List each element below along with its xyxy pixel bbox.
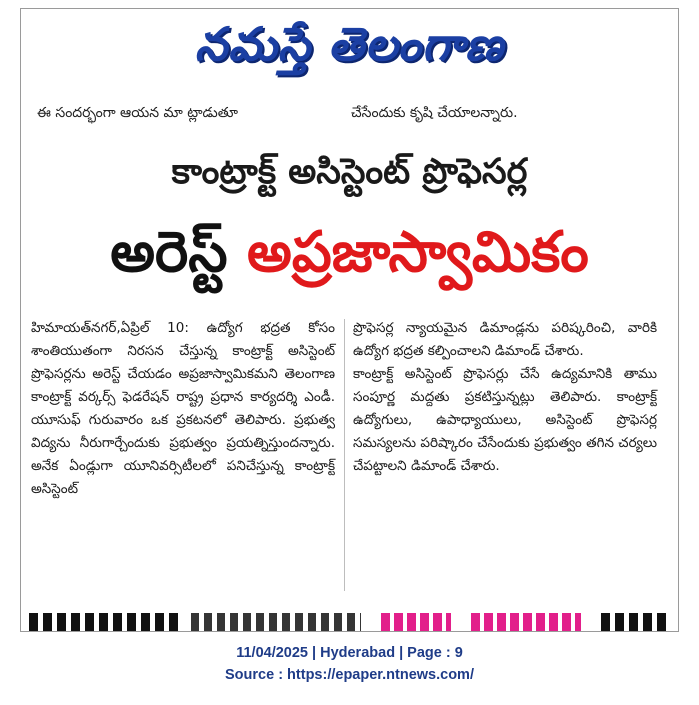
article-headline [21, 217, 678, 289]
previous-article-right-text: చేసేందుకు కృషి చేయాలన్నారు. [351, 105, 518, 121]
article-body [31, 317, 669, 607]
article-paragraph: ప్రొఫెసర్ల న్యాయమైన డిమాండ్లను పరిష్కరించి, వారికి ఉద్యోగ భద్రత కల్పించాలని డిమాండ్ చేశారు. [353, 320, 657, 359]
caption-source: Source : https://epaper.ntnews.com/ [225, 667, 474, 683]
column-divider [344, 319, 345, 591]
article-column-left [31, 317, 335, 501]
newspaper-masthead: నమస్తే తెలంగాణ [194, 17, 505, 71]
article-paragraph: హిమాయత్‌నగర్,ఏప్రిల్ 10: ఉద్యోగ భద్రత కోసం శాంతియుతంగా నిరసన చేస్తున్న కాంట్రాక్ట్ అసిస్టెంట్ ప్రొఫెసర్లను అరెస్ట్ చేయడం అప్రజాస్వామికమని తెలంగాణ కాంట్రాక్ట్ వర్కర్స్ ఫెడరేషన్ రాష్ట్ర ప్రధాన కార్యదర్శి ఎండీ. యూసుఫ్ గురువారం ఒక ప్రకటనలో తెలిపారు. ప్రభుత్వ విద్యను నీరుగార్చేందుకు ప్రభుత్వం ప్రయత్నిస్తుందన్నారు. అనేక ఏండ్లుగా యూనివర్సిటీలలో పనిచేస్తున్న కాంట్రాక్ట్ అసిస్టెంట్ [31, 320, 335, 497]
article-column-right [353, 317, 657, 478]
previous-article-left-text: ఈ సందర్భంగా ఆయన మా ట్లాడుతూ [37, 105, 239, 121]
clipping-caption [0, 642, 699, 686]
article-kicker: కాంట్రాక్ట్ అసిస్టెంట్ ప్రొఫెసర్ల [171, 152, 528, 192]
headline-black-part: అరెస్ట్ [110, 220, 228, 285]
next-article-cut-off-headline [21, 613, 678, 632]
headline-red-part: అప్రజాస్వామికం [247, 220, 589, 285]
caption-date-edition-page: 11/04/2025 | Hyderabad | Page : 9 [236, 645, 463, 661]
article-paragraph: కాంట్రాక్ట్ అసిస్టెంట్ ప్రొఫెసర్లు చేసే ఉద్యమానికి తాము సంపూర్ణ మద్దతు ప్రకటిస్తున్నట్లు తెలిపారు. కాంట్రాక్ట్ ఉద్యోగులు, ఉపాధ్యాయులు, అసిస్టెంట్ ప్రొఫెసర్ల సమస్యలను పరిష్కారం చేసేందుకు ప్రభుత్వం తగిన చర్యలు చేపట్టాలని డిమాండ్ చేశారు. [353, 366, 657, 474]
news-clipping [20, 8, 679, 632]
